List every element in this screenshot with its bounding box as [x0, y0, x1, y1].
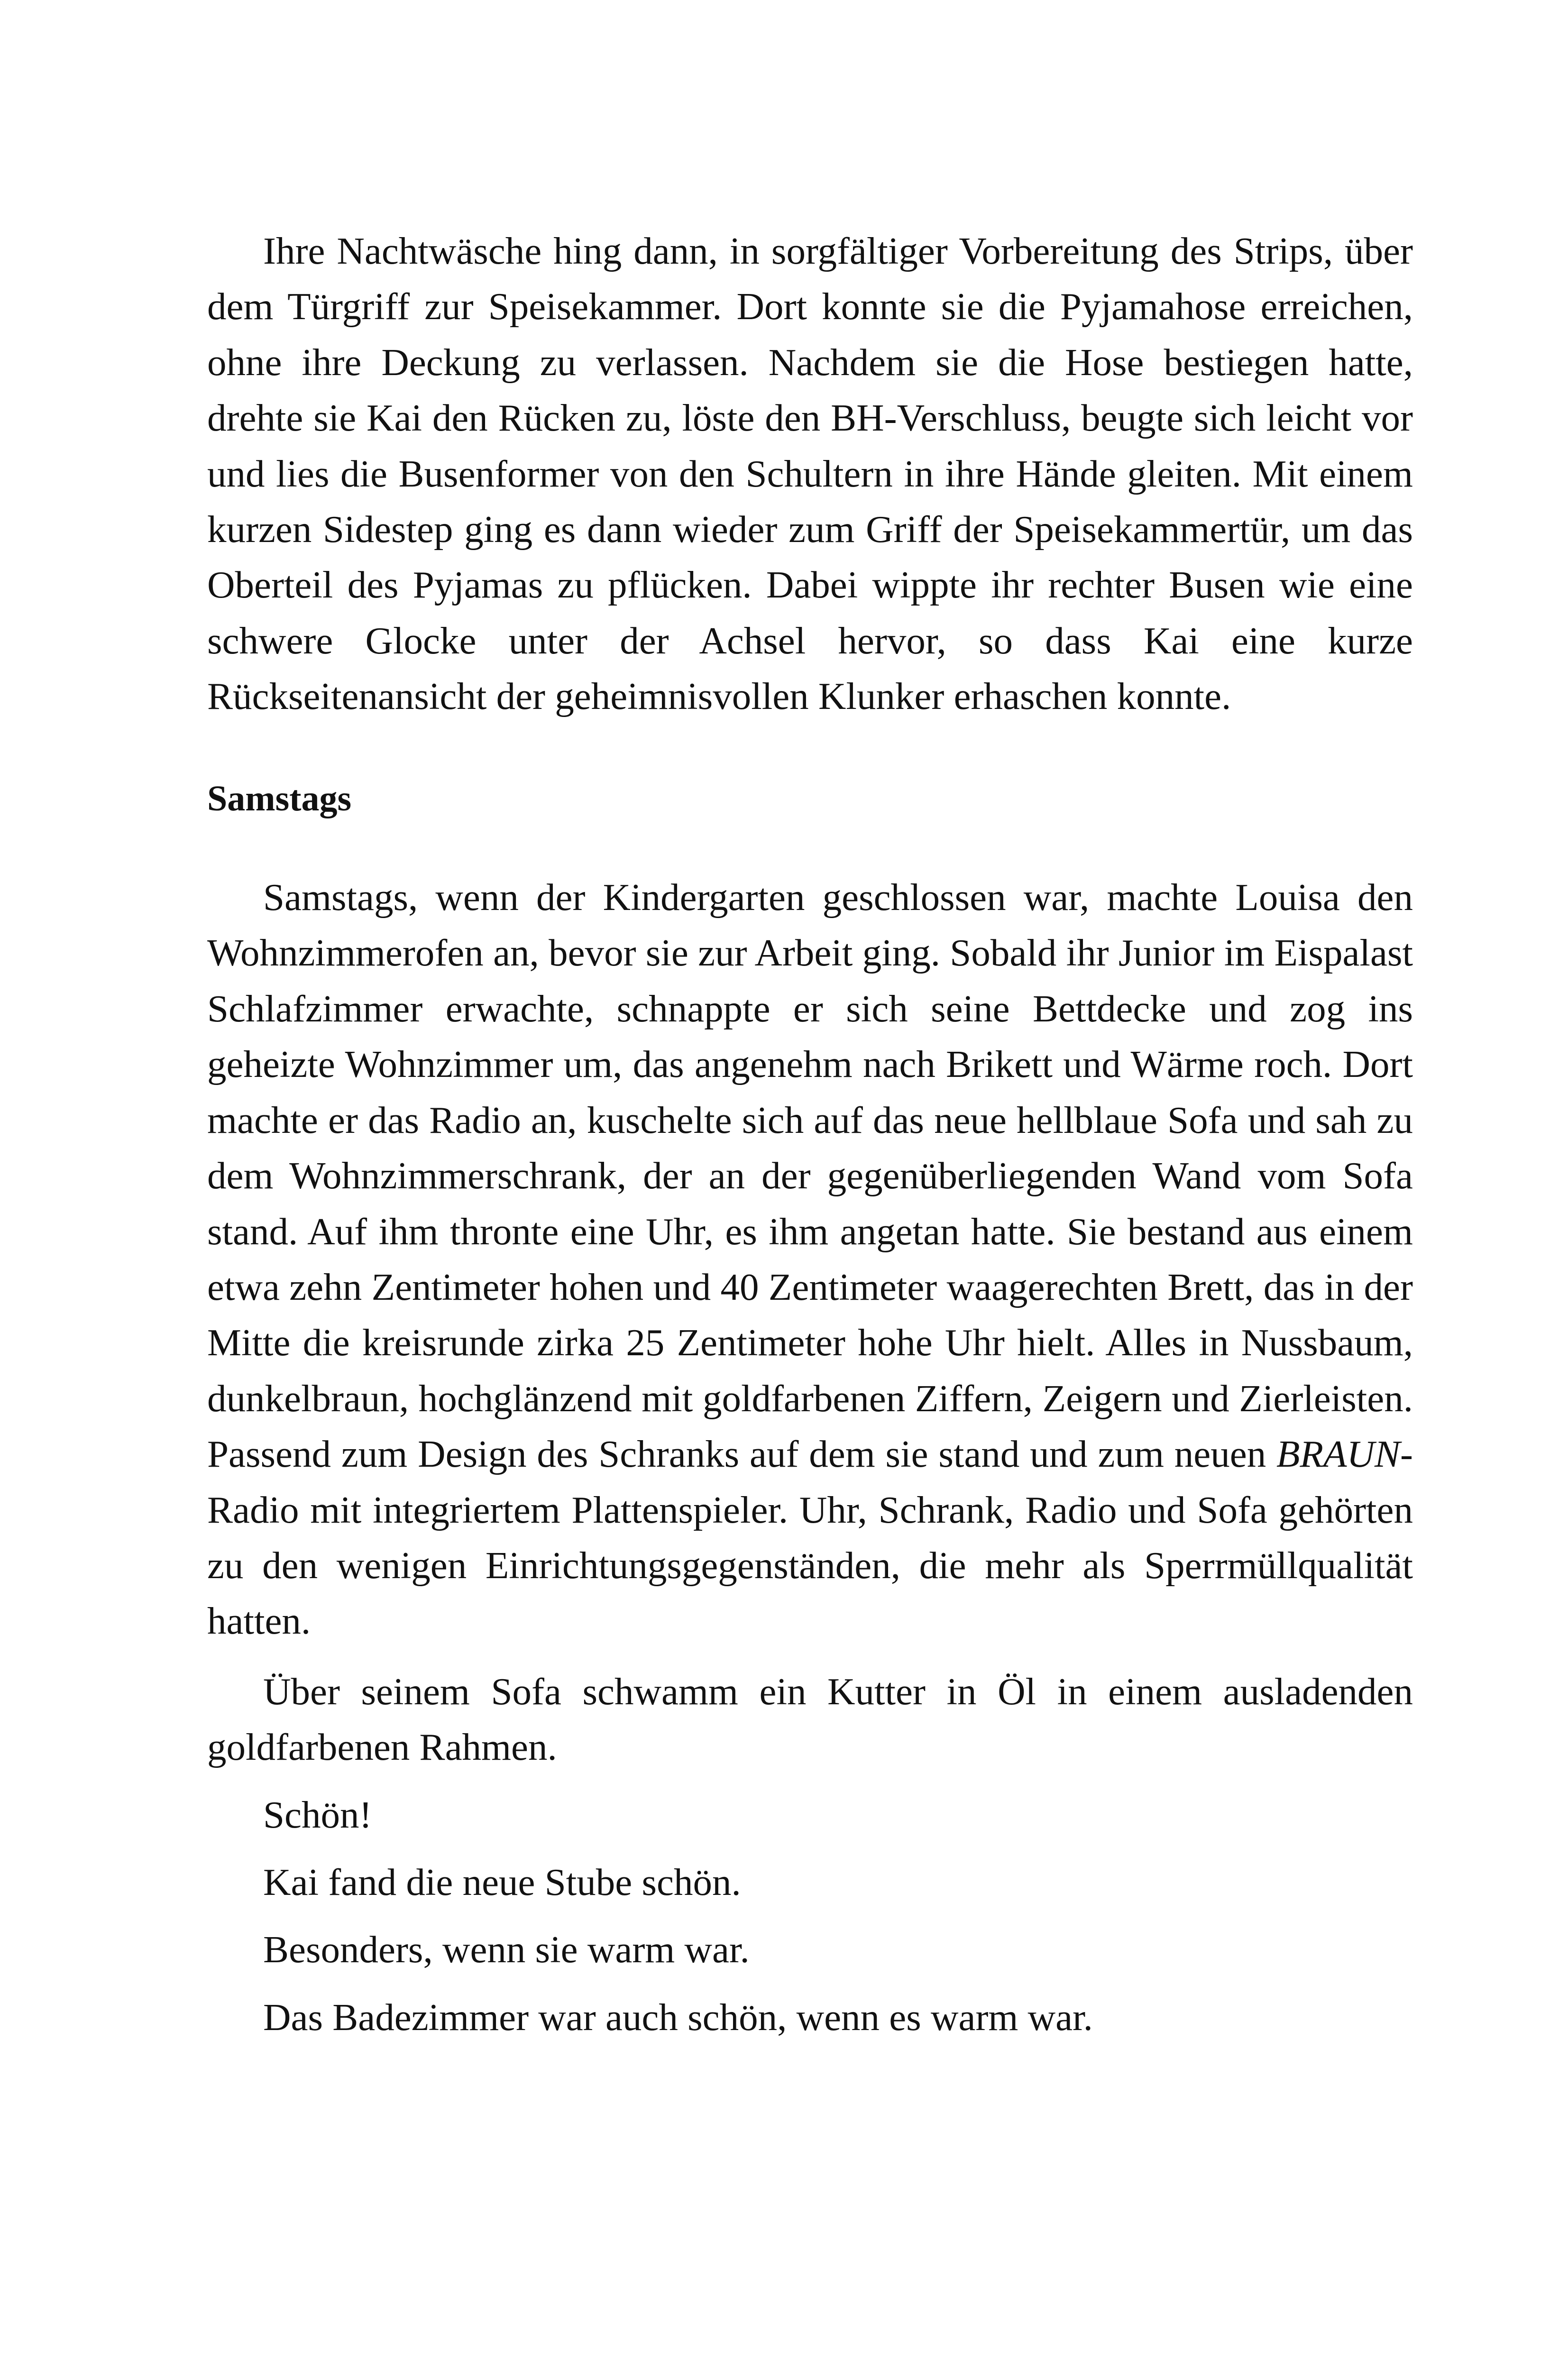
paragraph-samstags-text: Samstags, wenn der Kindergarten geschlossen war, machte Louisa den Wohnzimmerofen an, bevor sie zur Arbeit ging. Sobald ihr Junior im Eispalast Schlafzimmer erwachte, schnappte er sich seine Bettdecke und zog ins geheizte Wohnzimmer um, das angenehm nach Brikett und Wärme roch. Dort machte er das Radio an, kuschelte sich auf das neue hellblaue Sofa und sah zu dem Wohnzimmerschrank, der an der gegenüberliegenden Wand vom Sofa stand. Auf ihm thronte eine Uhr, es ihm angetan hatte. Sie bestand aus einem etwa zehn Zentimeter hohen und 40 Zentimeter waagerechten Brett, das in der Mitte die kreisrunde zirka 25 Zentimeter hohe Uhr hielt. Alles in Nussbaum, dunkelbraun, hochglänzend mit goldfarbenen Ziffern, Zeigern und Zierleisten. Passend zum Design des Schranks auf dem sie stand und zum neuen	[207, 876, 1413, 1476]
paragraph-nachtwaesche: Ihre Nachtwäsche hing dann, in sorgfältiger Vorbereitung des Strips, über dem Türgriff zur Speisekammer. Dort konnte sie die Pyjamahose erreichen, ohne ihre Deckung zu verlassen. Nachdem sie die Hose bestiegen hatte, drehte sie Kai den Rücken zu, löste den BH-Verschluss, beugte sich leicht vor und lies die Busenformer von den Schultern in ihre Hände gleiten. Mit einem kurzen Sidestep ging es dann wieder zum Griff der Speisekammertür, um das Oberteil des Pyjamas zu pflücken. Dabei wippte ihr rechter Busen wie eine schwere Glocke unter der Achsel hervor, so dass Kai eine kurze Rückseitenansicht der geheimnisvollen Klunker erhaschen konnte.	[207, 230, 1413, 718]
line-warm: Besonders, wenn sie warm war.	[263, 1928, 750, 1971]
line-badezimmer: Das Badezimmer war auch schön, wenn es warm war.	[263, 1995, 1093, 2039]
text-block	[207, 223, 1413, 2045]
paragraph-samstags	[207, 870, 1413, 1649]
brand-name-braun: BRAUN	[1276, 1433, 1401, 1476]
paragraph-kutter: Über seinem Sofa schwamm ein Kutter in Öl in einem ausladenden goldfarbenen Rahmen.	[207, 1670, 1413, 1769]
page-number	[1280, 2369, 1413, 2371]
section-heading-samstags: Samstags	[207, 778, 352, 818]
paragraph-samstags-text-end: -Radio mit integriertem Plattenspieler. Uhr, Schrank, Radio und Sofa gehörten zu den wenigen Einrichtungsgegenständen, die mehr als Sperrmüllqualität hatten.	[207, 1433, 1413, 1643]
line-stube: Kai fand die neue Stube schön.	[263, 1860, 741, 1903]
line-schoen: Schön!	[263, 1793, 372, 1836]
